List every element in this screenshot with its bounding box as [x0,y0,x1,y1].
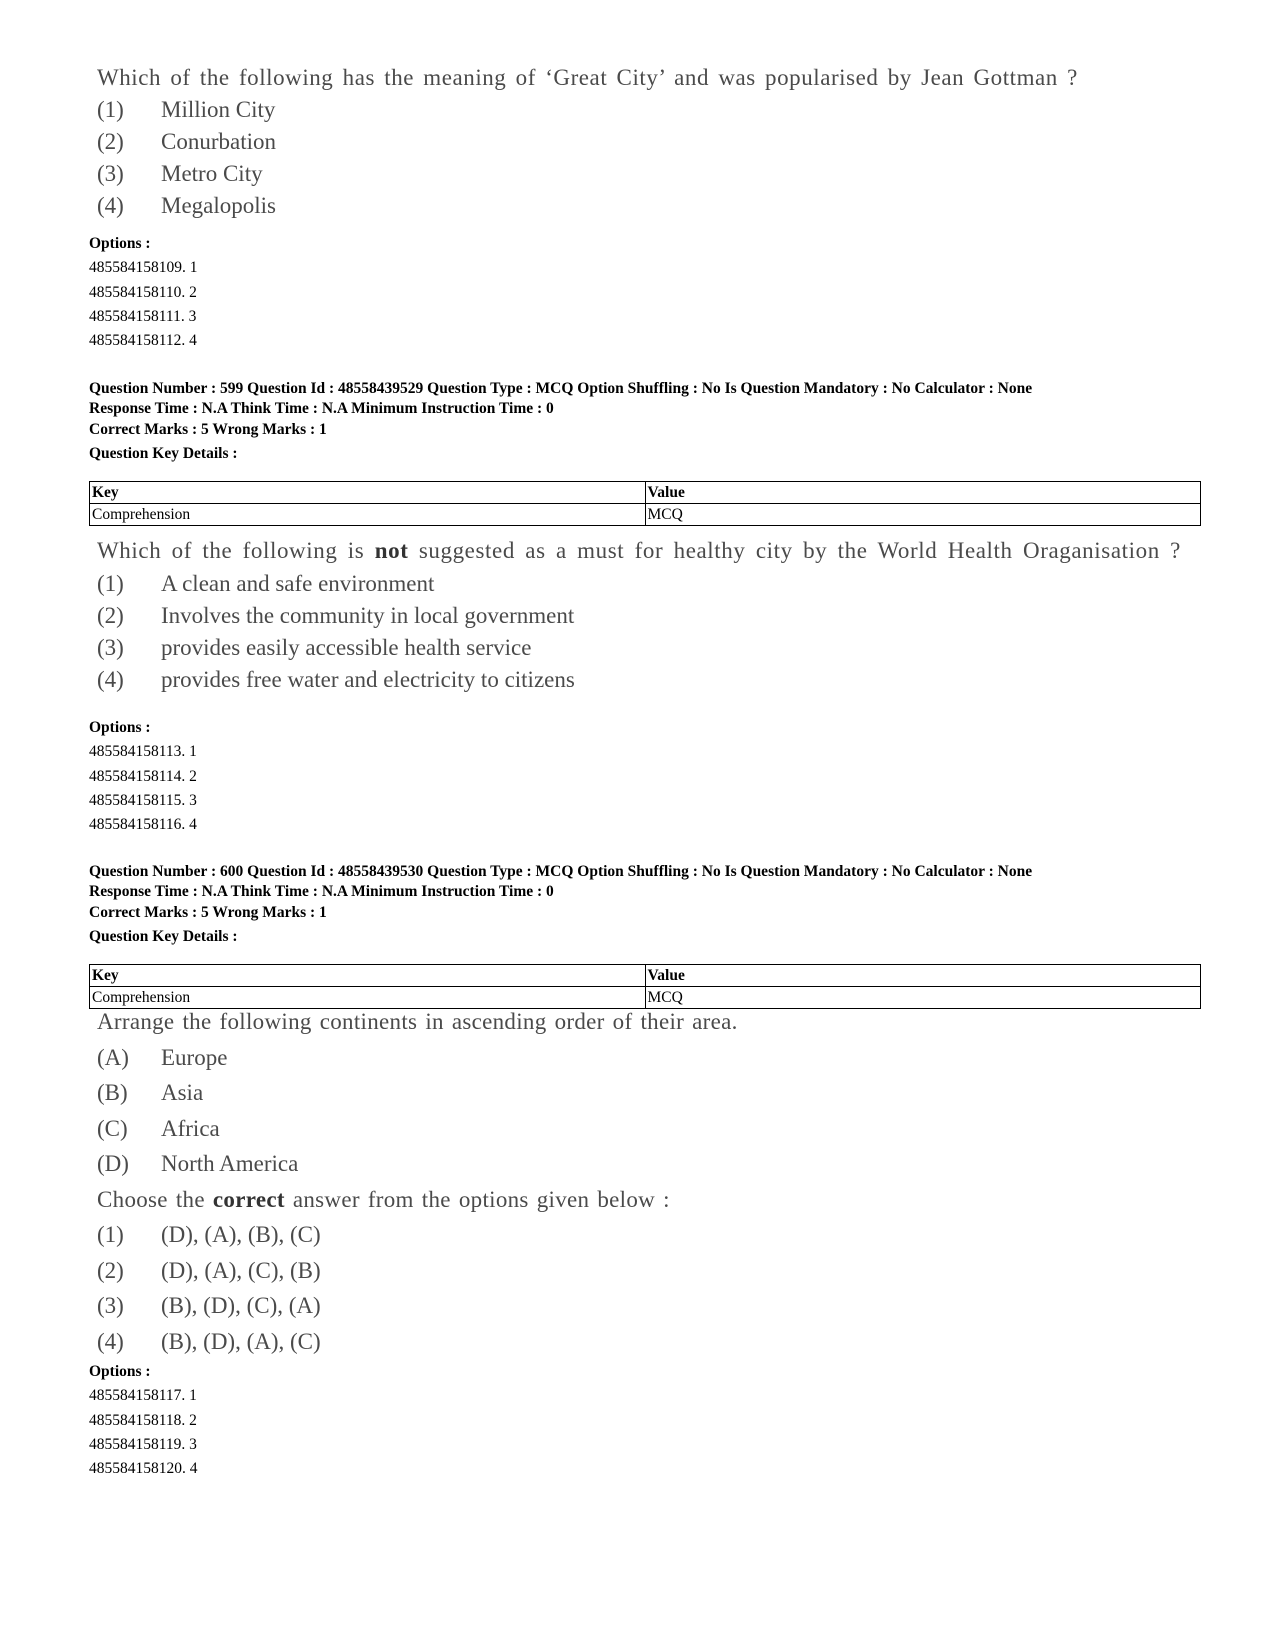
q1-stem: Which of the following has the meaning of ‘Great City’ and was popularised by Jean Gottman ? [97,65,1078,90]
choice-number: (3) [97,635,124,660]
q3-choice [97,1253,738,1289]
choice-number: (2) [97,1257,124,1283]
q3-item [97,1111,738,1147]
item-letter: (A) [97,1044,129,1070]
q3-item [97,1075,738,1111]
options-label: Options : [89,719,151,736]
q3-item [97,1040,738,1076]
q3-choice [97,1217,738,1253]
item-letter: (B) [97,1080,128,1105]
question-header-line: Question Number : 600 Question Id : 48558439530 Question Type : MCQ Option Shuffling : No Is Question Mandatory : No Calculator : None [89,863,1033,880]
choice-number: (4) [97,193,124,218]
q3-choice [97,1288,738,1324]
choice-text: Million City [161,97,276,122]
q1-options-list [89,232,198,353]
q3-options-list [89,1360,198,1481]
item-text: North America [161,1151,299,1176]
q2-question-image [97,536,1217,696]
stem-text: suggested as a must for healthy city by the World Health Oraganisation ? [408,538,1181,563]
table-header-row [90,965,1201,987]
options-label: Options : [89,1363,151,1380]
value-cell: MCQ [645,987,1201,1009]
q3-instruction [97,1182,738,1218]
option-item: 485584158119. 3 [89,1435,197,1453]
key-header: Key [90,482,646,504]
choice-text: provides easily accessible health service [161,635,532,660]
marks-line: Correct Marks : 5 Wrong Marks : 1 [89,904,327,921]
choice-text: (D), (A), (C), (B) [161,1257,321,1283]
q3-question-image [97,1004,738,1359]
key-header: Key [90,965,646,987]
value-cell: MCQ [645,504,1201,526]
q2-options-list [89,716,197,837]
q3-choice [97,1324,738,1360]
value-header: Value [645,482,1201,504]
q1-choice [97,126,1078,158]
marks-line: Correct Marks : 5 Wrong Marks : 1 [89,421,327,438]
item-text: Europe [161,1044,228,1070]
key-details-label: Question Key Details : [89,444,238,462]
choice-number: (3) [97,161,124,186]
key-cell: Comprehension [90,504,646,526]
choice-text: provides free water and electricity to citizens [161,667,575,692]
q2-stem [97,536,1217,565]
key-cell: Comprehension [90,987,646,1009]
stem-text: Which of the following is [97,538,375,563]
item-text: Asia [161,1080,204,1105]
choice-text: (B), (D), (C), (A) [161,1293,321,1318]
option-item: 485584158111. 3 [89,307,197,325]
instruction-text: Choose the [97,1186,213,1212]
q1-choice [97,94,1078,126]
stem-emphasis: not [374,538,409,563]
instruction-emphasis: correct [212,1186,285,1212]
table-row [90,504,1201,526]
choice-number: (1) [97,571,124,596]
option-item: 485584158118. 2 [89,1411,197,1429]
option-item: 485584158114. 2 [89,767,197,785]
options-label: Options : [89,235,151,252]
table-header-row [90,482,1201,504]
question-timing-line: Response Time : N.A Think Time : N.A Minimum Instruction Time : 0 [89,882,554,900]
q3-stem: Arrange the following continents in ascending order of their area. [97,1009,738,1034]
question-timing-line: Response Time : N.A Think Time : N.A Minimum Instruction Time : 0 [89,399,554,417]
q2-choice [97,568,1217,600]
choice-number: (1) [97,1222,124,1247]
instruction-text: answer from the options given below : [284,1186,670,1212]
item-letter: (D) [97,1151,129,1176]
option-item: 485584158109. 1 [89,259,198,277]
choice-text: Megalopolis [161,193,276,218]
q2-key-table [89,481,1201,526]
q2-header [89,379,1032,465]
choice-text: Metro City [161,161,263,186]
choice-number: (3) [97,1293,124,1318]
item-letter: (C) [97,1115,128,1141]
option-item: 485584158113. 1 [89,743,197,761]
choice-number: (2) [97,603,124,628]
option-item: 485584158110. 2 [89,283,197,301]
choice-number: (2) [97,129,124,154]
choice-number: (4) [97,1328,124,1354]
choice-text: Conurbation [161,129,276,154]
choice-text: Involves the community in local government [161,603,575,628]
item-text: Africa [161,1115,220,1141]
question-header-line: Question Number : 599 Question Id : 48558439529 Question Type : MCQ Option Shuffling : No Is Question Mandatory : No Calculator : None [89,380,1033,397]
option-item: 485584158115. 3 [89,791,197,809]
choice-number: (4) [97,667,124,692]
q3-key-table [89,964,1201,1009]
option-item: 485584158117. 1 [89,1387,197,1405]
option-item: 485584158112. 4 [89,332,197,350]
choice-text: (B), (D), (A), (C) [161,1328,321,1354]
q2-choice [97,632,1217,664]
option-item: 485584158120. 4 [89,1460,198,1478]
q1-choice [97,190,1078,222]
q2-choice [97,600,1217,632]
value-header: Value [645,965,1201,987]
option-item: 485584158116. 4 [89,816,197,834]
q1-question-image [97,62,1078,222]
choice-text: A clean and safe environment [161,571,435,596]
q1-choice [97,158,1078,190]
choice-number: (1) [97,97,124,122]
q3-header [89,862,1032,948]
q3-item [97,1146,738,1182]
q2-choice [97,664,1217,696]
choice-text: (D), (A), (B), (C) [161,1222,321,1247]
key-details-label: Question Key Details : [89,927,238,945]
